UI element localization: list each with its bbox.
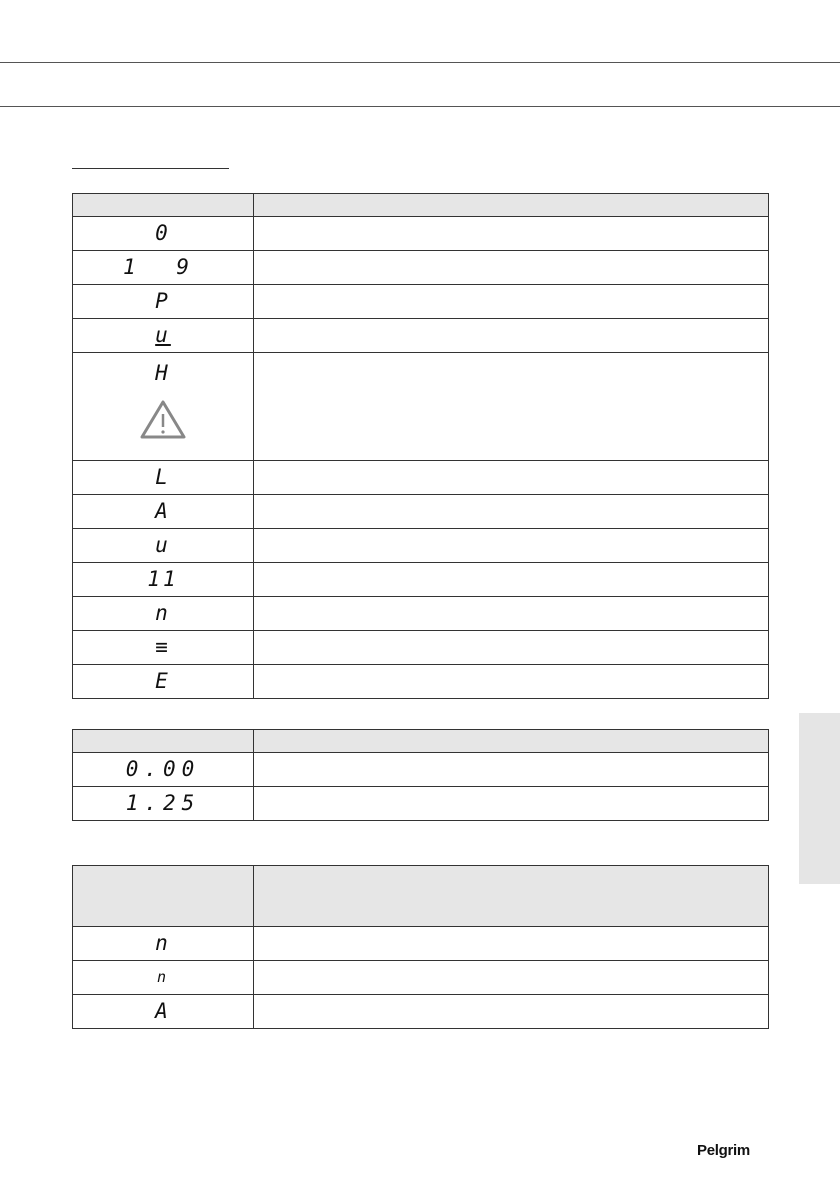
mode-symbols-table <box>72 865 769 1029</box>
header-cell-description <box>254 194 769 217</box>
seven-segment-symbol: 11 <box>147 566 179 591</box>
header-cell-symbol <box>73 866 254 927</box>
table-row <box>73 753 769 787</box>
seven-segment-symbol: P <box>155 288 171 313</box>
section-heading-underline <box>72 168 229 169</box>
table-row <box>73 787 769 821</box>
seven-segment-symbol: E <box>155 668 171 693</box>
row-description <box>254 995 769 1029</box>
row-description <box>254 597 769 631</box>
row-description <box>254 319 769 353</box>
brand-logo: Pelgrim <box>697 1142 750 1159</box>
table-row <box>73 217 769 251</box>
table-header-row <box>73 194 769 217</box>
seven-segment-symbol: 1.25 <box>125 790 201 815</box>
table-row <box>73 665 769 699</box>
row-description <box>254 961 769 995</box>
seven-segment-symbol: H <box>155 361 171 385</box>
seven-segment-symbol: A <box>155 498 171 523</box>
table-row <box>73 319 769 353</box>
table-row <box>73 285 769 319</box>
table-row <box>73 961 769 995</box>
row-description <box>254 563 769 597</box>
row-description <box>254 285 769 319</box>
row-description <box>254 251 769 285</box>
chapter-side-tab[interactable] <box>799 713 840 884</box>
table-row <box>73 563 769 597</box>
table-row <box>73 353 769 461</box>
seven-segment-symbol: u <box>155 532 171 557</box>
seven-segment-symbol: u <box>155 322 171 347</box>
seven-segment-symbol: A <box>155 998 171 1023</box>
header-cell-description <box>254 866 769 927</box>
header-cell-description <box>254 730 769 753</box>
row-description <box>254 665 769 699</box>
table-header-row <box>73 866 769 927</box>
table-row <box>73 995 769 1029</box>
seven-segment-symbol: n <box>156 967 170 986</box>
top-rule-1 <box>0 62 840 63</box>
row-description <box>254 353 769 461</box>
seven-segment-symbol: ≡ <box>155 634 171 659</box>
table-row <box>73 251 769 285</box>
row-description <box>254 217 769 251</box>
display-symbols-table <box>72 193 769 699</box>
table-row <box>73 495 769 529</box>
row-description <box>254 927 769 961</box>
seven-segment-symbol: 1 9 <box>123 254 203 279</box>
seven-segment-symbol: L <box>155 464 171 489</box>
table-row <box>73 927 769 961</box>
table-row <box>73 597 769 631</box>
top-rule-2 <box>0 106 840 107</box>
table-header-row <box>73 730 769 753</box>
table-row <box>73 461 769 495</box>
header-cell-symbol <box>73 194 254 217</box>
timer-display-table <box>72 729 769 821</box>
header-cell-symbol <box>73 730 254 753</box>
row-description <box>254 753 769 787</box>
table-row <box>73 529 769 563</box>
warning-triangle-icon <box>140 399 186 439</box>
table-row <box>73 631 769 665</box>
seven-segment-symbol: n <box>155 600 171 625</box>
row-description <box>254 787 769 821</box>
row-description <box>254 529 769 563</box>
row-description <box>254 631 769 665</box>
row-description <box>254 461 769 495</box>
seven-segment-symbol: 0.00 <box>125 756 201 781</box>
row-description <box>254 495 769 529</box>
seven-segment-symbol: 0 <box>155 220 171 245</box>
seven-segment-symbol: n <box>155 930 171 955</box>
